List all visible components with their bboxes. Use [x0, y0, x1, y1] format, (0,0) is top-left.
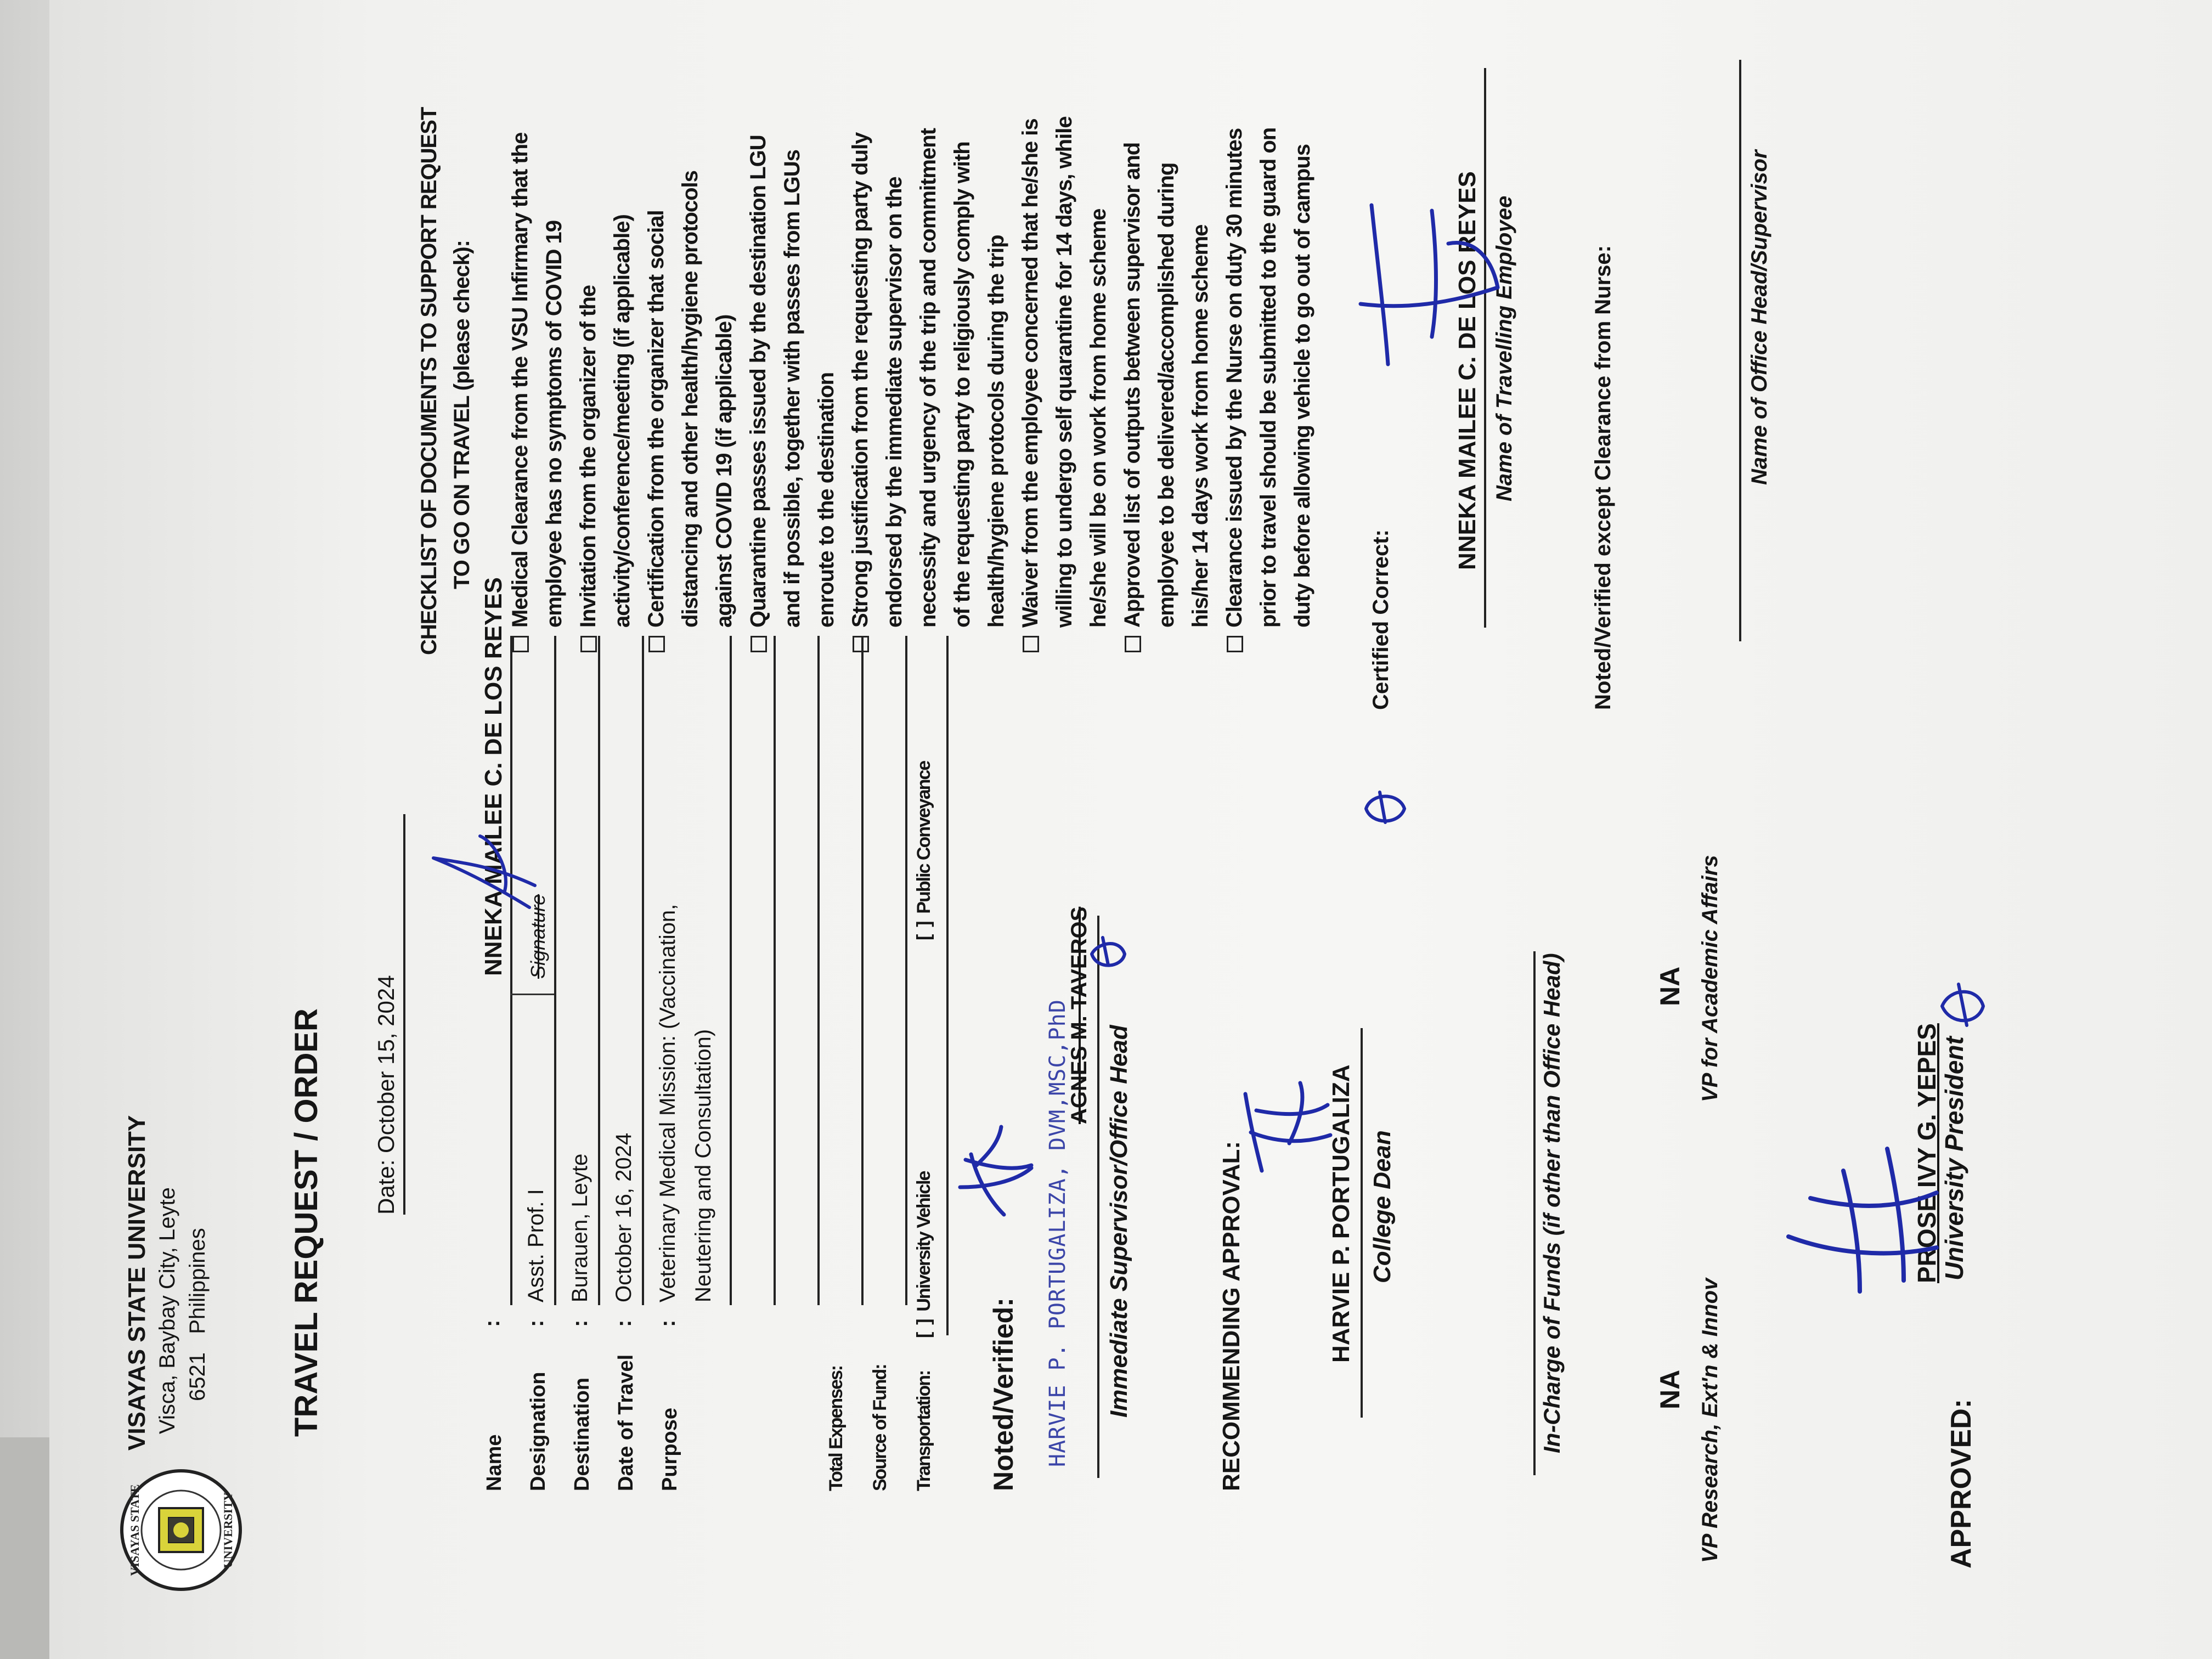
- traveling-employee-name: NNEKA MAILEE C. DE LOS REYES: [1454, 171, 1481, 570]
- noted-verified-label: Noted/Verified:: [988, 1297, 1019, 1491]
- checklist-item-line: Certification from the organizer that social: [644, 210, 668, 628]
- president-signature: [1778, 1138, 1942, 1302]
- purpose-line-1: Veterinary Medical Mission: (Vaccination,: [656, 904, 680, 1302]
- checklist-title-1: CHECKLIST OF DOCUMENTS TO SUPPORT REQUEST: [417, 107, 441, 655]
- checklist-item-line: prior to travel should be submitted to the guard on: [1256, 127, 1280, 628]
- supervisor-title: Immediate Supervisor/Office Head: [1105, 1025, 1132, 1418]
- checklist-checkbox[interactable]: [1125, 636, 1141, 652]
- seal-text-bottom: UNIVERSITY: [221, 1492, 235, 1568]
- dean-title: College Dean: [1369, 1130, 1396, 1283]
- public-conveyance-option: [ ] Public Conveyance: [913, 761, 934, 940]
- destination-underline: [598, 636, 600, 1305]
- destination-label: Destination: [571, 1378, 594, 1491]
- checklist-item-line: Medical Clearance from the VSU Infirmary that the: [508, 132, 532, 628]
- traveling-employee-title: Name of Travelling Employee: [1492, 195, 1516, 501]
- date-field: [373, 975, 399, 1215]
- checklist-checkbox[interactable]: [1023, 636, 1039, 652]
- checklist-checkbox[interactable]: [751, 636, 767, 652]
- university-vehicle-option: [ ] University Vehicle: [913, 1171, 934, 1338]
- purpose-underline-1: [730, 636, 732, 1305]
- checklist-item-line: necessity and urgency of the trip and commitment: [916, 128, 940, 628]
- checklist-checkbox[interactable]: [853, 636, 869, 652]
- office-head-underline: [1739, 60, 1741, 641]
- designation-underline: [554, 636, 556, 1305]
- vp-academic-title: VP for Academic Affairs: [1698, 855, 1722, 1102]
- transportation-underline: [946, 636, 949, 1335]
- checklist-checkbox[interactable]: [648, 636, 665, 652]
- checklist-item-line: against COVID 19 (if applicable): [712, 314, 736, 628]
- checklist-item-line: Strong justification from the requesting party duly: [848, 132, 872, 628]
- checklist-item-line: Clearance issued by the Nurse on duty 30 minutes: [1222, 128, 1246, 628]
- checklist-item-line: he/she will be on work from home scheme: [1086, 208, 1110, 628]
- checklist-item-line: activity/conference/meeting (if applicable): [610, 215, 634, 628]
- total-expenses-label: Total Expenses:: [826, 1365, 847, 1491]
- university-seal-icon: [118, 1467, 244, 1593]
- checklist-item-line: enroute to the destination: [814, 372, 838, 628]
- purpose-underline-4: [861, 636, 864, 1305]
- checklist-title-2: TO GO ON TRAVEL (please check):: [450, 240, 474, 589]
- vp-research-na: NA: [1655, 1369, 1685, 1409]
- date-of-travel-label: Date of Travel: [614, 1354, 637, 1491]
- address-line-2: 6521 Philippines: [185, 1228, 210, 1401]
- vp-academic-na: NA: [1655, 966, 1685, 1006]
- recommending-approval-label: RECOMMENDING APPROVAL:: [1218, 1141, 1245, 1491]
- seal-text-top: VISAYAS STATE: [128, 1484, 142, 1576]
- supervisor-name: AGNES M. TAVEROS: [1067, 906, 1091, 1124]
- designation-value: Asst. Prof. I: [524, 1189, 548, 1302]
- certified-correct-label: Certified Correct:: [1369, 529, 1393, 710]
- colon: :: [480, 1319, 504, 1327]
- name-value: NNEKA MAILEE C. DE LOS REYES: [480, 577, 507, 976]
- incharge-underline: [1533, 951, 1536, 1475]
- colon: :: [568, 1319, 592, 1327]
- fund-underline: [905, 636, 907, 1305]
- checklist-item-line: endorsed by the immediate supervisor on the: [882, 177, 906, 628]
- transportation-label: Transportation:: [913, 1370, 934, 1491]
- checklist-item-line: Approved list of outputs between supervisor and: [1120, 142, 1144, 628]
- checklist-item-line: Invitation from the organizer of the: [576, 285, 600, 628]
- incharge-funds-title: In-Charge of Funds (if other than Office Head): [1539, 953, 1565, 1453]
- supervisor-initial: [1086, 932, 1130, 976]
- purpose-line-2: Neutering and Consultation): [691, 1029, 715, 1302]
- name-underline: [510, 636, 512, 1305]
- supervisor-stamp: HARVIE P. PORTUGALIZA, DVM,MSC,PhD: [1045, 999, 1070, 1467]
- noted-nurse-label: Noted/Verified except Clearance from Nurse:: [1591, 245, 1615, 710]
- date-underline: [403, 814, 405, 1215]
- university-name: VISAYAS STATE UNIVERSITY: [123, 1115, 150, 1451]
- checklist-item-line: his/her 14 days work from home scheme: [1188, 224, 1212, 628]
- address-line-1: Visca, Baybay City, Leyte: [155, 1187, 179, 1434]
- supervisor-underline: [1097, 916, 1099, 1478]
- name-label: Name: [483, 1434, 506, 1491]
- purpose-underline-2: [774, 636, 776, 1305]
- colon: :: [612, 1319, 636, 1327]
- date-of-travel-value: October 16, 2024: [612, 1132, 636, 1302]
- dean-initial: [1361, 784, 1410, 833]
- colon: :: [524, 1319, 548, 1327]
- checklist-item-line: duty before allowing vehicle to go out of campus: [1290, 144, 1314, 628]
- approved-label: APPROVED:: [1945, 1398, 1977, 1568]
- checklist-item-line: employee to be delivered/accomplished during: [1154, 162, 1178, 628]
- president-initial: [1937, 979, 1991, 1034]
- checklist-item-line: willing to undergo self quarantine for 14 days, while: [1052, 116, 1076, 628]
- checklist-item-line: of the requesting party to religiously comply with: [950, 142, 974, 628]
- destination-value: Burauen, Leyte: [568, 1153, 592, 1302]
- office-head-title: Name of Office Head/Supervisor: [1747, 150, 1771, 485]
- dean-underline: [1361, 1028, 1363, 1418]
- form-title: TRAVEL REQUEST / ORDER: [289, 1008, 324, 1437]
- date-of-travel-underline: [642, 636, 644, 1305]
- checklist-checkbox[interactable]: [512, 636, 529, 652]
- designation-label: Designation: [527, 1372, 550, 1491]
- source-of-fund-label: Source of Fund:: [870, 1364, 890, 1491]
- checklist-item-line: Waiver from the employee concerned that he/she is: [1018, 119, 1042, 628]
- president-name: PROSE IVY G. YEPES: [1912, 1023, 1941, 1283]
- president-title: University President: [1940, 1036, 1968, 1280]
- checklist-checkbox[interactable]: [580, 636, 597, 652]
- signature-label: Signature: [527, 894, 549, 979]
- checklist-item-line: health/hygiene protocols during the trip: [984, 235, 1008, 628]
- checklist-item-line: and if possible, together with passes from LGUs: [780, 150, 804, 628]
- dean-name: HARVIE P. PORTUGALIZA: [1328, 1064, 1355, 1363]
- signature-divider: [510, 994, 554, 995]
- vp-research-title: VP Research, Ext'n & Innov: [1698, 1278, 1722, 1563]
- purpose-underline-3: [817, 636, 820, 1305]
- colon: :: [656, 1319, 680, 1327]
- checklist-checkbox[interactable]: [1227, 636, 1243, 652]
- date-label: Date:: [373, 1159, 399, 1215]
- checklist-item-line: distancing and other health/hygiene protocols: [678, 171, 702, 628]
- checklist-item-line: employee has no symptoms of COVID 19: [542, 221, 566, 628]
- purpose-label: Purpose: [658, 1407, 681, 1491]
- employee-certification-signature: [1355, 194, 1509, 370]
- employee-signature: [428, 831, 538, 918]
- supervisor-signature: [955, 1121, 1037, 1220]
- dean-signature: [1240, 1077, 1333, 1176]
- checklist-item-line: Quarantine passes issued by the destination LGU: [746, 135, 770, 628]
- date-value: October 15, 2024: [373, 975, 399, 1153]
